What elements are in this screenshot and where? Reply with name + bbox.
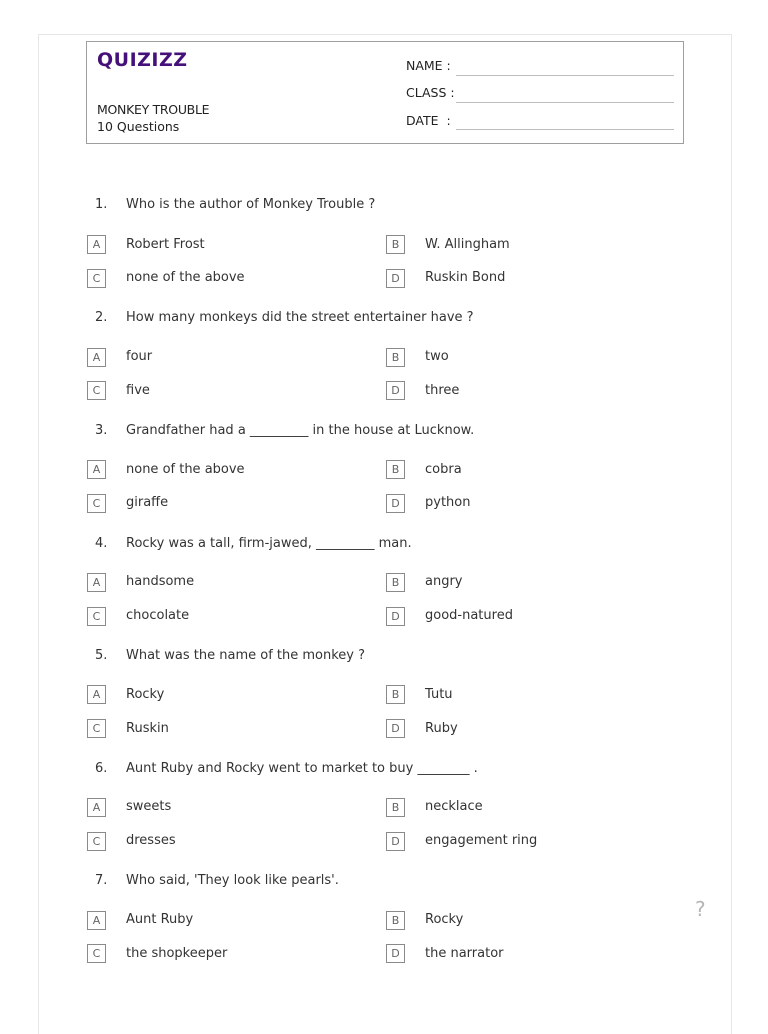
question-count: 10 Questions	[97, 119, 180, 134]
option-text: angry	[425, 574, 463, 589]
option-letter: A	[87, 460, 106, 479]
option-letter: D	[386, 832, 405, 851]
option-text: Tutu	[425, 687, 453, 702]
option-letter: A	[87, 348, 106, 367]
question-number: 2.	[95, 310, 108, 325]
class-line	[456, 102, 674, 103]
option-letter: C	[87, 944, 106, 963]
option-text: Ruskin	[126, 721, 169, 736]
option-letter: C	[87, 381, 106, 400]
date-line	[456, 129, 674, 130]
option-text: three	[425, 383, 460, 398]
option-text: none of the above	[126, 270, 245, 285]
option-letter: A	[87, 685, 106, 704]
option-text: Aunt Ruby	[126, 912, 194, 927]
option-text: two	[425, 349, 449, 364]
option-letter: B	[386, 798, 405, 817]
option-letter: D	[386, 719, 405, 738]
option-letter: A	[87, 235, 106, 254]
option-letter: C	[87, 832, 106, 851]
question-number: 6.	[95, 761, 108, 776]
option-letter: C	[87, 494, 106, 513]
worksheet-header	[86, 41, 684, 144]
option-letter: B	[386, 911, 405, 930]
question-number: 3.	[95, 423, 108, 438]
question-number: 7.	[95, 873, 108, 888]
option-letter: D	[386, 494, 405, 513]
option-text: W. Allingham	[425, 237, 510, 252]
name-line	[456, 75, 674, 76]
question-number: 4.	[95, 536, 108, 551]
option-letter: D	[386, 607, 405, 626]
option-text: none of the above	[126, 462, 245, 477]
option-text: Rocky	[126, 687, 165, 702]
question-text: Rocky was a tall, firm-jawed, _________ man.	[126, 536, 412, 551]
option-text: good-natured	[425, 608, 513, 623]
option-text: cobra	[425, 462, 462, 477]
option-letter: B	[386, 460, 405, 479]
question-number: 5.	[95, 648, 108, 663]
quizizz-logo: QUIZIZZ	[97, 49, 188, 71]
date-label: DATE :	[406, 113, 451, 128]
option-text: the shopkeeper	[126, 946, 228, 961]
option-text: giraffe	[126, 495, 169, 510]
question-mark-icon[interactable]: ?	[695, 897, 706, 921]
option-text: four	[126, 349, 153, 364]
option-text: five	[126, 383, 150, 398]
option-text: Ruby	[425, 721, 458, 736]
option-letter: D	[386, 381, 405, 400]
option-letter: A	[87, 911, 106, 930]
question-text: What was the name of the monkey ?	[126, 648, 366, 663]
option-letter: C	[87, 719, 106, 738]
question-text: Grandfather had a _________ in the house at Lucknow.	[126, 423, 475, 438]
option-text: dresses	[126, 833, 176, 848]
question-number: 1.	[95, 197, 108, 212]
name-label: NAME :	[406, 58, 451, 73]
option-text: the narrator	[425, 946, 504, 961]
option-text: Ruskin Bond	[425, 270, 506, 285]
option-letter: B	[386, 235, 405, 254]
option-text: engagement ring	[425, 833, 538, 848]
option-text: necklace	[425, 799, 483, 814]
option-letter: D	[386, 944, 405, 963]
class-label: CLASS :	[406, 85, 455, 100]
option-text: Robert Frost	[126, 237, 205, 252]
option-letter: A	[87, 798, 106, 817]
option-letter: C	[87, 607, 106, 626]
option-letter: D	[386, 269, 405, 288]
option-letter: A	[87, 573, 106, 592]
option-letter: B	[386, 348, 405, 367]
question-text: Aunt Ruby and Rocky went to market to buy ________ .	[126, 761, 478, 776]
option-text: python	[425, 495, 471, 510]
question-text: Who is the author of Monkey Trouble ?	[126, 197, 376, 212]
question-text: Who said, 'They look like pearls'.	[126, 873, 339, 888]
option-text: sweets	[126, 799, 172, 814]
option-text: Rocky	[425, 912, 464, 927]
option-letter: C	[87, 269, 106, 288]
option-letter: B	[386, 573, 405, 592]
quiz-title: MONKEY TROUBLE	[97, 102, 210, 117]
question-text: How many monkeys did the street entertainer have ?	[126, 310, 474, 325]
option-text: handsome	[126, 574, 195, 589]
option-text: chocolate	[126, 608, 190, 623]
option-letter: B	[386, 685, 405, 704]
